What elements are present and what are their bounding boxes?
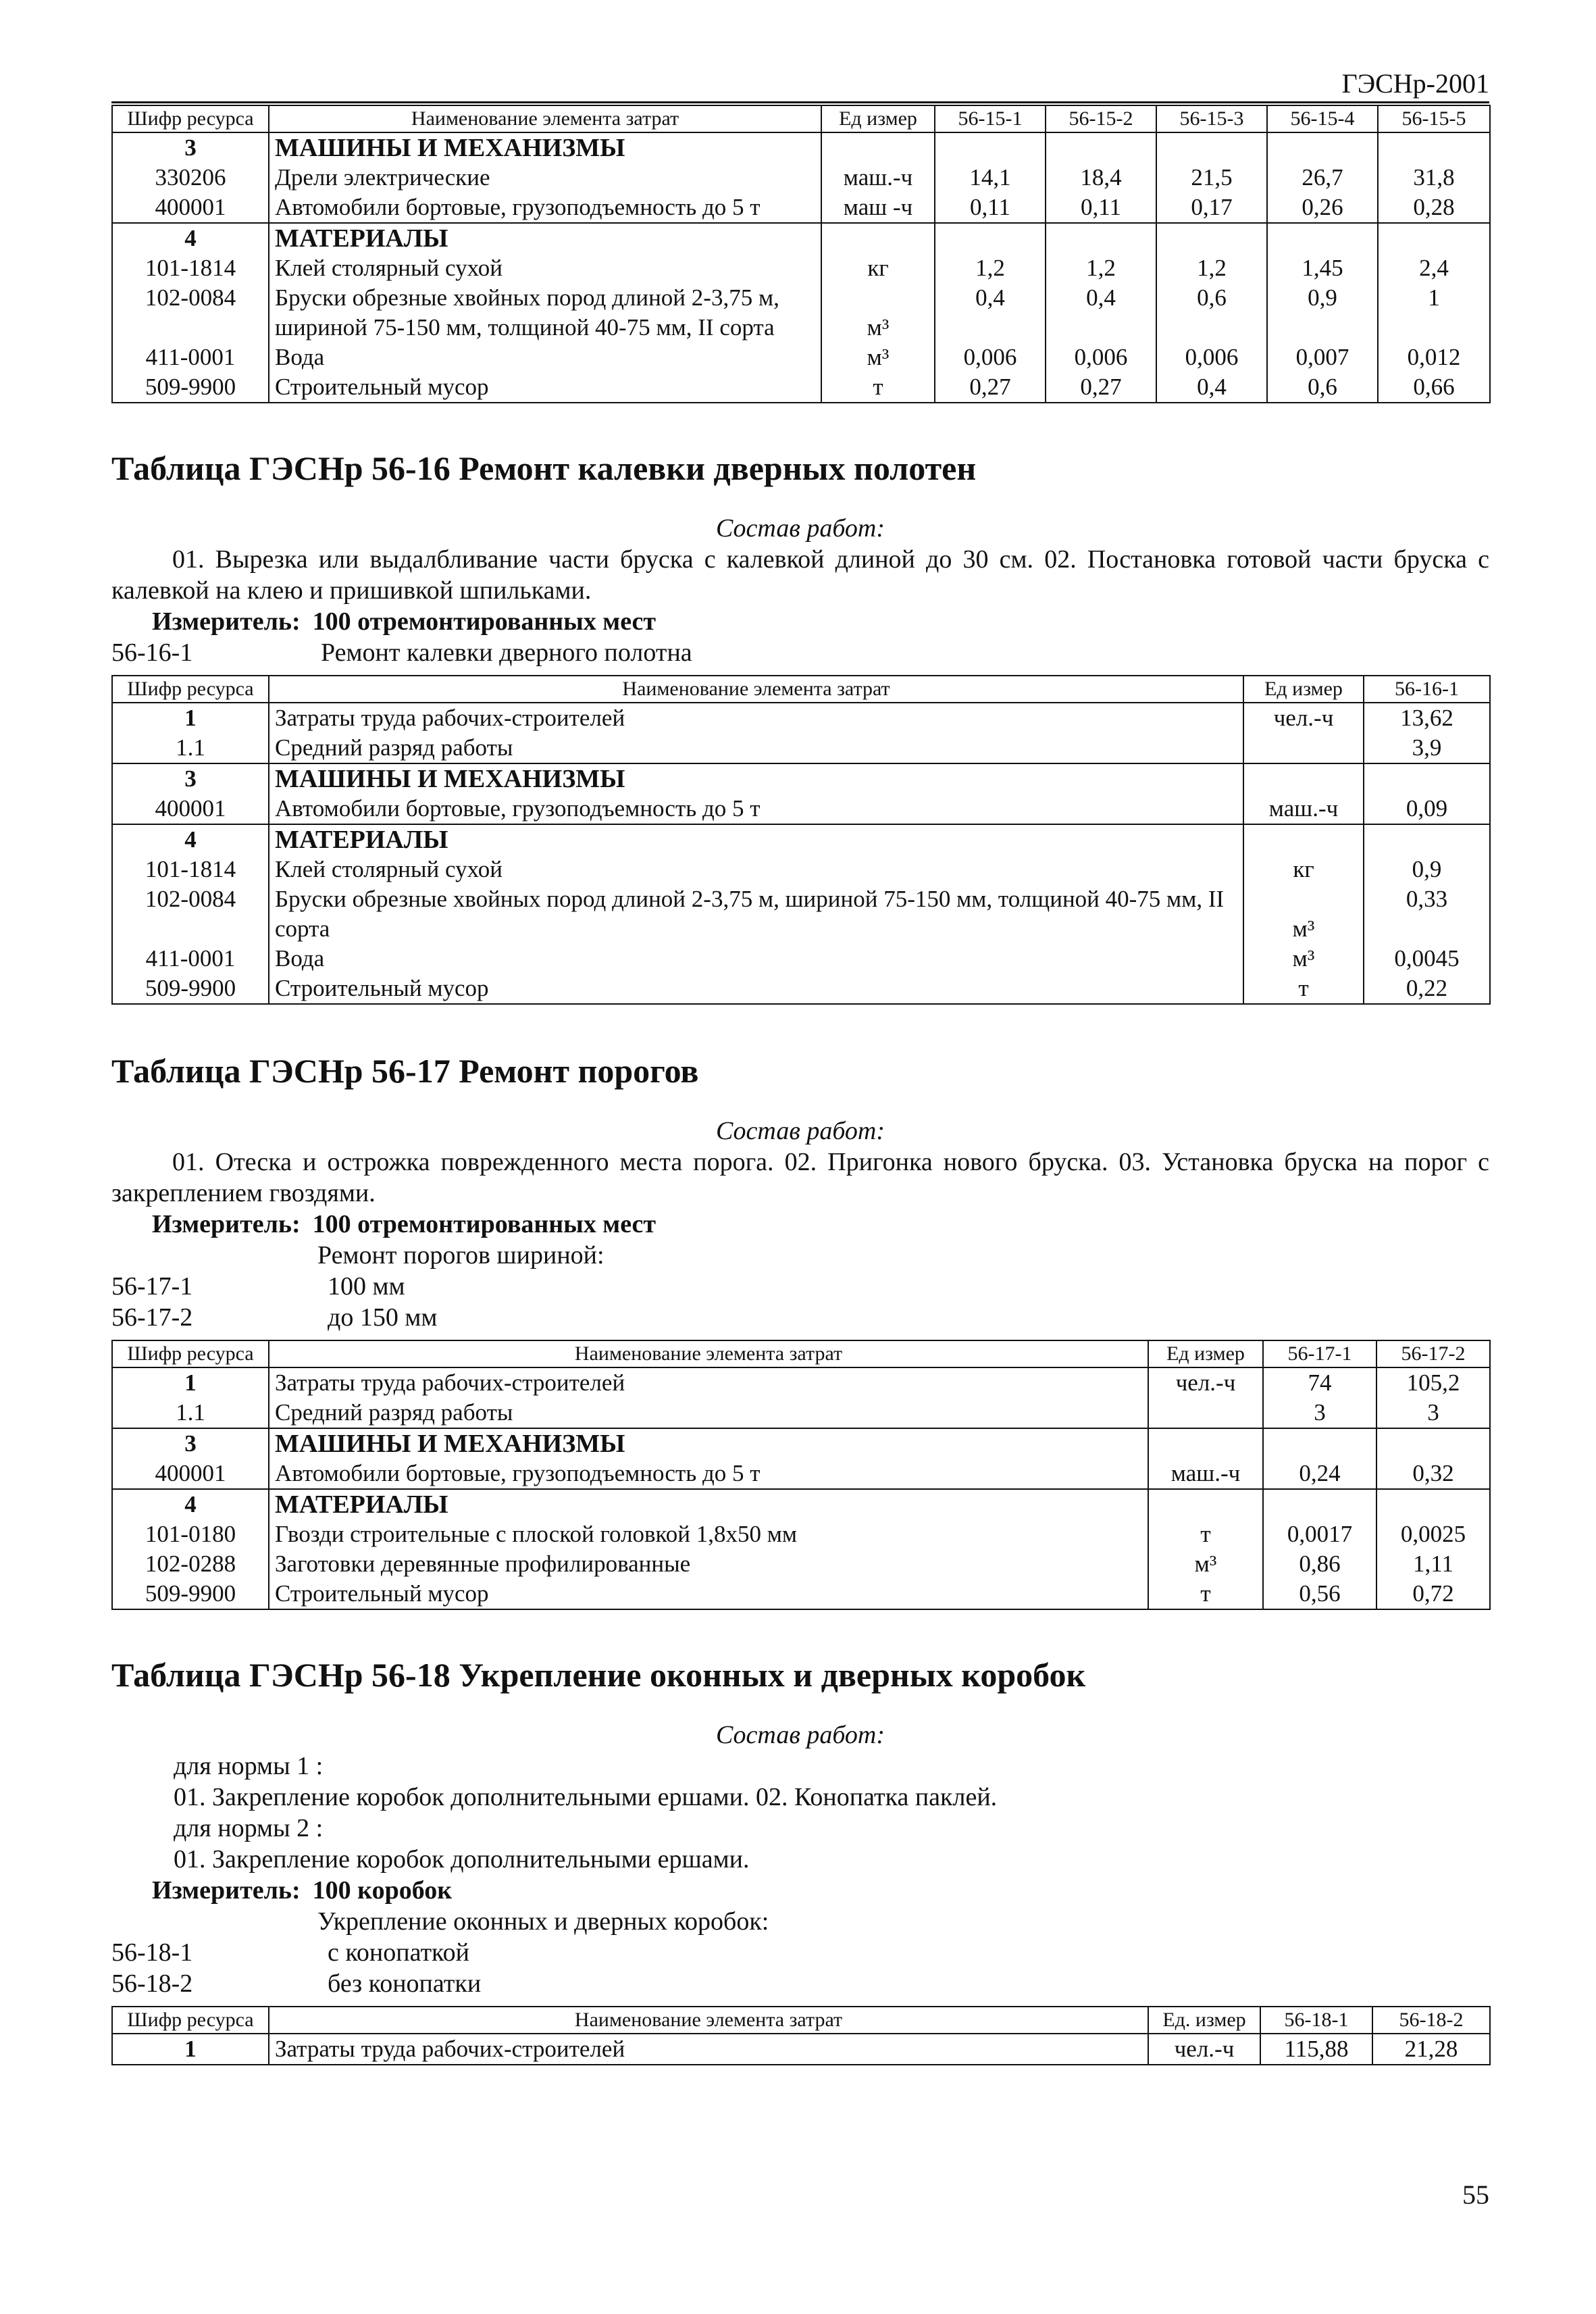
- value-cell: 0,24: [1263, 1459, 1376, 1489]
- value-cell: [1156, 132, 1267, 163]
- resource-code: 509-9900: [112, 974, 269, 1004]
- resource-code: 102-0084: [112, 884, 269, 944]
- value-cell: 1,11: [1376, 1549, 1490, 1579]
- group-name: МАШИНЫ И МЕХАНИЗМЫ: [269, 1428, 1148, 1459]
- resource-table-56-16: [111, 675, 1491, 1005]
- unit-cell: т: [1148, 1519, 1263, 1549]
- table-header-row: [112, 105, 1490, 132]
- resource-name: Средний разряд работы: [269, 1398, 1148, 1428]
- resource-code: 411-0001: [112, 944, 269, 974]
- measurer-label: Измеритель:: [152, 1876, 301, 1905]
- value-cell: 0,012: [1378, 343, 1490, 372]
- column-header: Ед. измер: [1148, 2007, 1260, 2034]
- value-cell: [1046, 132, 1156, 163]
- table-row: [112, 855, 1490, 884]
- value-cell: 0,66: [1378, 372, 1490, 403]
- norm-code: 56-17-2: [111, 1303, 193, 1332]
- resource-code: 101-0180: [112, 1519, 269, 1549]
- value-cell: 0,006: [935, 343, 1046, 372]
- resource-code: 1: [112, 2034, 269, 2065]
- resource-name: Средний разряд работы: [269, 733, 1243, 763]
- section-title-56-16: Таблица ГЭСНр 56-16 Ремонт калевки дверных полотен: [111, 449, 977, 487]
- value-cell: 0,32: [1376, 1459, 1490, 1489]
- unit-cell: т: [1148, 1579, 1263, 1609]
- resource-name: Заготовки деревянные профилированные: [269, 1549, 1148, 1579]
- resource-name: Бруски обрезные хвойных пород длиной 2-3,75 м, шириной 75-150 мм, толщиной 40-75 мм, II сорта: [269, 283, 821, 343]
- value-cell: 0,9: [1267, 283, 1378, 343]
- group-row: [112, 763, 1490, 794]
- resource-code: 330206: [112, 163, 269, 193]
- table-row: [112, 733, 1490, 763]
- value-cell: [1364, 763, 1490, 794]
- resource-name: Затраты труда рабочих-строителей: [269, 2034, 1148, 2065]
- value-cell: [935, 223, 1046, 253]
- section-title-56-18: Таблица ГЭСНр 56-18 Укрепление оконных и дверных коробок: [111, 1656, 1086, 1694]
- norm-line: [111, 637, 1489, 668]
- norm-text: Ремонт калевки дверного полотна: [321, 638, 692, 667]
- column-header: Шифр ресурса: [112, 105, 269, 132]
- unit-cell: маш.-ч: [1148, 1459, 1263, 1489]
- value-cell: 0,006: [1046, 343, 1156, 372]
- unit-cell: маш.-ч: [821, 163, 935, 193]
- value-cell: 0,6: [1156, 283, 1267, 343]
- value-cell: 0,17: [1156, 193, 1267, 223]
- resource-name: Строительный мусор: [269, 1579, 1148, 1609]
- group-code: 3: [112, 1428, 269, 1459]
- value-cell: 74: [1263, 1367, 1376, 1398]
- table-row: [112, 1367, 1490, 1398]
- value-cell: 21,28: [1372, 2034, 1490, 2065]
- norm-code: 56-16-1: [111, 638, 193, 667]
- table-row: [112, 163, 1490, 193]
- column-header: Ед измер: [1148, 1340, 1263, 1367]
- resource-code: 1: [112, 1367, 269, 1398]
- value-cell: 0,0045: [1364, 944, 1490, 974]
- group-name: МАТЕРИАЛЫ: [269, 1489, 1148, 1519]
- group-name: МАШИНЫ И МЕХАНИЗМЫ: [269, 132, 821, 163]
- table-row: [112, 944, 1490, 974]
- measurer-line: [111, 1209, 1489, 1240]
- section-title-56-17: Таблица ГЭСНр 56-17 Ремонт порогов: [111, 1052, 699, 1090]
- value-cell: 0,6: [1267, 372, 1378, 403]
- value-cell: 0,26: [1267, 193, 1378, 223]
- resource-code: 1.1: [112, 1398, 269, 1428]
- table-row: [112, 2034, 1490, 2065]
- running-header: ГЭСНр-2001: [1341, 68, 1489, 99]
- norm-code: 56-18-1: [111, 1938, 193, 1967]
- unit-cell: м³: [821, 283, 935, 343]
- column-header: 56-15-1: [935, 105, 1046, 132]
- table-row: [112, 253, 1490, 283]
- table-row: [112, 343, 1490, 372]
- resource-code: 509-9900: [112, 372, 269, 403]
- value-cell: [1376, 1428, 1490, 1459]
- measurer-value: 100 отремонтированных мест: [312, 607, 657, 636]
- value-cell: 0,11: [1046, 193, 1156, 223]
- unit-cell: м³: [821, 343, 935, 372]
- value-cell: 2,4: [1378, 253, 1490, 283]
- value-cell: 14,1: [935, 163, 1046, 193]
- resource-table-56-17: [111, 1340, 1491, 1610]
- table-row: [112, 193, 1490, 223]
- norm-subheading: Укрепление оконных и дверных коробок:: [317, 1907, 769, 1936]
- value-cell: [1267, 132, 1378, 163]
- measurer-label: Измеритель:: [152, 1210, 301, 1238]
- table-row: [112, 974, 1490, 1004]
- column-header: Ед измер: [821, 105, 935, 132]
- value-cell: 0,0017: [1263, 1519, 1376, 1549]
- value-cell: 3: [1263, 1398, 1376, 1428]
- resource-name: Строительный мусор: [269, 372, 821, 403]
- unit-cell: кг: [1243, 855, 1364, 884]
- group-code: 4: [112, 824, 269, 855]
- unit-cell: т: [821, 372, 935, 403]
- unit-cell: [1243, 733, 1364, 763]
- composition-text: 01. Отеска и острожка поврежденного места порога. 02. Пригонка нового бруска. 03. Установка бруска на порог с закреплением гвоздями.: [111, 1148, 1489, 1207]
- column-header: Шифр ресурса: [112, 1340, 269, 1367]
- group-code: 3: [112, 132, 269, 163]
- group-row: [112, 1489, 1490, 1519]
- value-cell: 0,33: [1364, 884, 1490, 944]
- composition-text: 01. Вырезка или выдалбливание части бруска с калевкой длиной до 30 см. 02. Постановка готовой части бруска с калевкой на клею и пришивкой шпильками.: [111, 545, 1489, 605]
- column-header: Наименование элемента затрат: [269, 105, 821, 132]
- resource-name: Гвозди строительные с плоской головкой 1,8х50 мм: [269, 1519, 1148, 1549]
- value-cell: [1046, 223, 1156, 253]
- table-row: [112, 1579, 1490, 1609]
- resource-name: Автомобили бортовые, грузоподъемность до 5 т: [269, 193, 821, 223]
- column-header: Шифр ресурса: [112, 676, 269, 703]
- value-cell: 0,72: [1376, 1579, 1490, 1609]
- group-row: [112, 223, 1490, 253]
- resource-code: 101-1814: [112, 855, 269, 884]
- group-name: МАТЕРИАЛЫ: [269, 824, 1243, 855]
- resource-name: Клей столярный сухой: [269, 253, 821, 283]
- resource-code: 1.1: [112, 733, 269, 763]
- unit-cell: маш -ч: [821, 193, 935, 223]
- document-page: [111, 68, 1489, 2065]
- value-cell: 0,4: [1046, 283, 1156, 343]
- column-header: 56-18-2: [1372, 2007, 1490, 2034]
- resource-name: Автомобили бортовые, грузоподъемность до 5 т: [269, 1459, 1148, 1489]
- value-cell: 3,9: [1364, 733, 1490, 763]
- composition-line: 01. Закрепление коробок дополнительными ершами. 02. Конопатка паклей.: [174, 1783, 998, 1811]
- value-cell: 0,0025: [1376, 1519, 1490, 1549]
- resource-name: Затраты труда рабочих-строителей: [269, 1367, 1148, 1398]
- column-header: 56-15-5: [1378, 105, 1490, 132]
- value-cell: 0,28: [1378, 193, 1490, 223]
- column-header: Шифр ресурса: [112, 2007, 269, 2034]
- value-cell: 105,2: [1376, 1367, 1490, 1398]
- value-cell: [1267, 223, 1378, 253]
- resource-code: 102-0084: [112, 283, 269, 343]
- group-code: 4: [112, 223, 269, 253]
- unit-cell: т: [1243, 974, 1364, 1004]
- measurer-line: [111, 1875, 1489, 1906]
- unit-cell: [1148, 1428, 1263, 1459]
- column-header: 56-16-1: [1364, 676, 1490, 703]
- norm-line: [111, 1937, 1489, 1968]
- value-cell: 0,4: [935, 283, 1046, 343]
- norm-line: [111, 1271, 1489, 1302]
- resource-table-56-15: [111, 105, 1491, 403]
- norm-code: 56-17-1: [111, 1272, 193, 1301]
- table-row: [112, 794, 1490, 824]
- norm-text: без конопатки: [328, 1969, 482, 1998]
- resource-name: Строительный мусор: [269, 974, 1243, 1004]
- value-cell: 0,9: [1364, 855, 1490, 884]
- group-name: МАШИНЫ И МЕХАНИЗМЫ: [269, 763, 1243, 794]
- resource-table-56-18: [111, 2006, 1491, 2065]
- value-cell: 3: [1376, 1398, 1490, 1428]
- value-cell: 26,7: [1267, 163, 1378, 193]
- table-row: [112, 1398, 1490, 1428]
- value-cell: 0,09: [1364, 794, 1490, 824]
- value-cell: [1156, 223, 1267, 253]
- measurer-value: 100 коробок: [312, 1876, 453, 1905]
- value-cell: 31,8: [1378, 163, 1490, 193]
- value-cell: 18,4: [1046, 163, 1156, 193]
- value-cell: [1263, 1428, 1376, 1459]
- column-header: 56-17-1: [1263, 1340, 1376, 1367]
- unit-cell: кг: [821, 253, 935, 283]
- resource-name: Вода: [269, 944, 1243, 974]
- value-cell: [1376, 1489, 1490, 1519]
- resource-code: 1: [112, 703, 269, 733]
- value-cell: 0,22: [1364, 974, 1490, 1004]
- norm-line: [111, 1302, 1489, 1333]
- column-header: 56-15-2: [1046, 105, 1156, 132]
- value-cell: 0,11: [935, 193, 1046, 223]
- table-row: [112, 372, 1490, 403]
- value-cell: 0,86: [1263, 1549, 1376, 1579]
- column-header: Наименование элемента затрат: [269, 676, 1243, 703]
- norm-code: 56-18-2: [111, 1969, 193, 1998]
- composition-line: для нормы 2 :: [174, 1814, 324, 1842]
- table-row: [112, 283, 1490, 343]
- value-cell: [1364, 824, 1490, 855]
- column-header: Наименование элемента затрат: [269, 1340, 1148, 1367]
- unit-cell: чел.-ч: [1148, 1367, 1263, 1398]
- column-header: 56-18-1: [1260, 2007, 1372, 2034]
- resource-name: Автомобили бортовые, грузоподъемность до 5 т: [269, 794, 1243, 824]
- table-header-row: [112, 1340, 1490, 1367]
- measurer-value: 100 отремонтированных мест: [312, 1210, 657, 1238]
- unit-cell: [1148, 1398, 1263, 1428]
- unit-cell: [821, 132, 935, 163]
- resource-code: 509-9900: [112, 1579, 269, 1609]
- value-cell: 0,56: [1263, 1579, 1376, 1609]
- value-cell: 0,006: [1156, 343, 1267, 372]
- unit-cell: чел.-ч: [1243, 703, 1364, 733]
- value-cell: 1,2: [935, 253, 1046, 283]
- composition-line: 01. Закрепление коробок дополнительными ершами.: [174, 1845, 750, 1873]
- value-cell: 0,27: [1046, 372, 1156, 403]
- column-header: Наименование элемента затрат: [269, 2007, 1148, 2034]
- value-cell: 1,45: [1267, 253, 1378, 283]
- value-cell: 1,2: [1156, 253, 1267, 283]
- page-number: 55: [1462, 2180, 1489, 2210]
- composition-heading: Состав работ:: [715, 1117, 885, 1145]
- resource-name: Клей столярный сухой: [269, 855, 1243, 884]
- table-row: [112, 1549, 1490, 1579]
- value-cell: 13,62: [1364, 703, 1490, 733]
- unit-cell: чел.-ч: [1148, 2034, 1260, 2065]
- resource-name: Вода: [269, 343, 821, 372]
- table-header-row: [112, 676, 1490, 703]
- composition-line: для нормы 1 :: [174, 1752, 324, 1780]
- unit-cell: [1243, 763, 1364, 794]
- group-row: [112, 1428, 1490, 1459]
- value-cell: 0,4: [1156, 372, 1267, 403]
- composition-heading: Состав работ:: [715, 1721, 885, 1749]
- value-cell: [935, 132, 1046, 163]
- table-row: [112, 1519, 1490, 1549]
- norm-text: до 150 мм: [328, 1303, 438, 1332]
- resource-name: Затраты труда рабочих-строителей: [269, 703, 1243, 733]
- group-name: МАТЕРИАЛЫ: [269, 223, 821, 253]
- group-row: [112, 132, 1490, 163]
- norm-text: 100 мм: [328, 1272, 405, 1301]
- resource-code: 102-0288: [112, 1549, 269, 1579]
- resource-code: 400001: [112, 794, 269, 824]
- resource-name: Бруски обрезные хвойных пород длиной 2-3,75 м, шириной 75-150 мм, толщиной 40-75 мм, II сорта: [269, 884, 1243, 944]
- unit-cell: [821, 223, 935, 253]
- value-cell: [1378, 132, 1490, 163]
- table-header-row: [112, 2007, 1490, 2034]
- header-rule: [111, 101, 1489, 103]
- table-row: [112, 884, 1490, 944]
- unit-cell: [1148, 1489, 1263, 1519]
- unit-cell: [1243, 824, 1364, 855]
- group-code: 4: [112, 1489, 269, 1519]
- column-header: 56-17-2: [1376, 1340, 1490, 1367]
- value-cell: 21,5: [1156, 163, 1267, 193]
- measurer-line: [111, 606, 1489, 637]
- resource-code: 101-1814: [112, 253, 269, 283]
- resource-code: 400001: [112, 193, 269, 223]
- norm-line: [111, 1968, 1489, 1999]
- table-row: [112, 703, 1490, 733]
- norm-text: с конопаткой: [328, 1938, 469, 1967]
- column-header: 56-15-4: [1267, 105, 1378, 132]
- measurer-label: Измеритель:: [152, 607, 301, 636]
- value-cell: 0,007: [1267, 343, 1378, 372]
- value-cell: [1263, 1489, 1376, 1519]
- table-row: [112, 1459, 1490, 1489]
- resource-name: Дрели электрические: [269, 163, 821, 193]
- value-cell: 1,2: [1046, 253, 1156, 283]
- group-row: [112, 824, 1490, 855]
- value-cell: 115,88: [1260, 2034, 1372, 2065]
- value-cell: 1: [1378, 283, 1490, 343]
- value-cell: [1378, 223, 1490, 253]
- value-cell: 0,27: [935, 372, 1046, 403]
- column-header: Ед измер: [1243, 676, 1364, 703]
- composition-heading: Состав работ:: [715, 514, 885, 543]
- norm-subheading: Ремонт порогов шириной:: [317, 1241, 604, 1269]
- group-code: 3: [112, 763, 269, 794]
- unit-cell: м³: [1148, 1549, 1263, 1579]
- unit-cell: м³: [1243, 944, 1364, 974]
- column-header: 56-15-3: [1156, 105, 1267, 132]
- unit-cell: м³: [1243, 884, 1364, 944]
- resource-code: 400001: [112, 1459, 269, 1489]
- unit-cell: маш.-ч: [1243, 794, 1364, 824]
- resource-code: 411-0001: [112, 343, 269, 372]
